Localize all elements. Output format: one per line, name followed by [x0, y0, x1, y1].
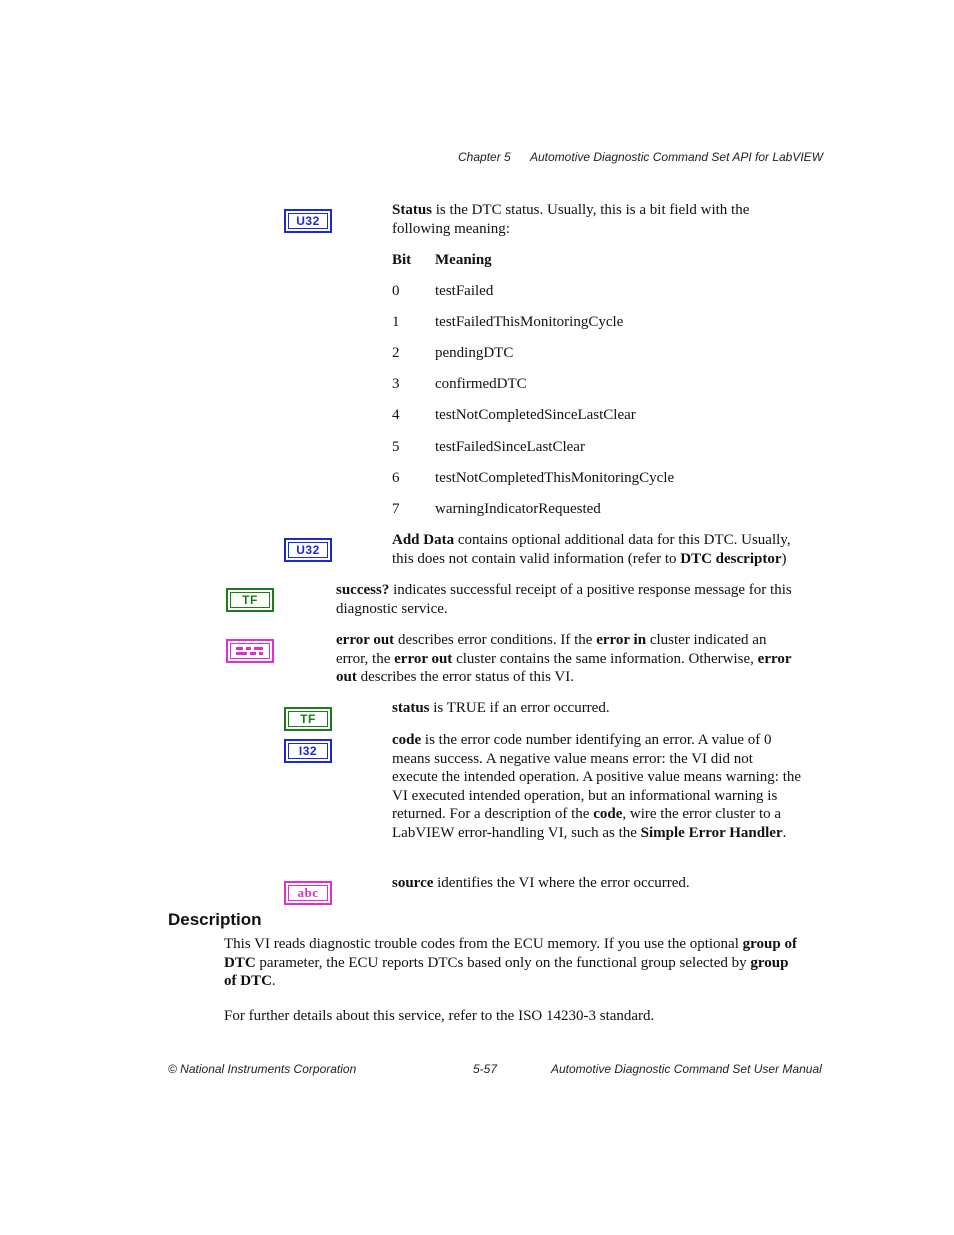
error-out-text: cluster contains the same information. Otherwise, — [452, 650, 758, 667]
add-data-name: Add Data — [392, 532, 455, 548]
error-status-name: status — [392, 700, 430, 716]
bit-number: 5 — [392, 439, 400, 455]
tf-icon-label: TF — [230, 592, 270, 608]
error-out-ref: error out — [336, 650, 792, 686]
error-code-text-end: . — [782, 824, 787, 841]
bit-row — [392, 406, 636, 424]
bit-number: 2 — [392, 345, 400, 361]
add-data-text-end: ) — [781, 550, 787, 567]
u32-icon — [284, 538, 332, 562]
cluster-icon-inner — [230, 643, 270, 659]
bit-number: 1 — [392, 314, 400, 330]
error-source-description — [392, 874, 802, 893]
group-of-dtc-ref: group of DTC — [224, 954, 789, 990]
bit-row — [392, 344, 513, 362]
error-code-name: code — [392, 732, 422, 748]
bit-meaning: testFailedSinceLastClear — [435, 439, 585, 455]
status-param-text: is the DTC status. Usually, this is a bit field with the following meaning: — [392, 202, 750, 237]
error-code-text: is the error code number identifying an error. A value of 0 means success. A negative value means error: the VI did not execute the intended operation. A positive value means warning: the VI executed intended operation, but an informational warning is returned. For a description of the — [392, 732, 802, 823]
boolean-tf-icon — [226, 588, 274, 612]
description-text: This VI reads diagnostic trouble codes from the ECU memory. If you use the optional — [224, 936, 743, 952]
boolean-tf-icon — [284, 707, 332, 731]
u32-icon-label: U32 — [288, 213, 328, 229]
error-status-description — [392, 699, 802, 718]
bit-header: Bit — [392, 252, 412, 268]
bit-number: 7 — [392, 501, 400, 517]
add-data-description — [392, 531, 804, 568]
error-out-text: cluster indicated an error, the — [336, 632, 767, 667]
description-paragraph-2: For further details about this service, refer to the ISO 14230-3 standard. — [224, 1008, 655, 1024]
bit-meaning: pendingDTC — [435, 345, 514, 361]
string-abc-icon — [284, 881, 332, 905]
bit-number: 0 — [392, 283, 400, 299]
success-text: indicates successful receipt of a positive response message for this diagnostic service. — [336, 582, 792, 617]
footer-copyright: © National Instruments Corporation — [168, 1062, 357, 1076]
u32-icon-label: U32 — [288, 542, 328, 558]
error-in-ref: error in — [596, 632, 647, 648]
bit-number: 6 — [392, 470, 400, 486]
abc-icon-label: abc — [288, 885, 328, 901]
meaning-header: Meaning — [435, 252, 492, 268]
error-code-description — [392, 731, 802, 843]
bit-meaning: testNotCompletedSinceLastClear — [435, 407, 636, 423]
error-code-text: , wire the error cluster to a LabVIEW error-handling VI, such as the — [392, 806, 782, 841]
bit-meaning: testFailed — [435, 283, 494, 299]
error-source-text: identifies the VI where the error occurred. — [433, 875, 690, 891]
bit-row — [392, 500, 601, 518]
error-out-description — [336, 631, 796, 687]
header-title: Automotive Diagnostic Command Set API for LabVIEW — [530, 150, 824, 164]
bit-meaning: warningIndicatorRequested — [435, 501, 601, 517]
status-param-name: Status — [392, 202, 433, 218]
bit-row — [392, 313, 623, 331]
i32-icon-label: I32 — [288, 743, 328, 759]
bit-number: 4 — [392, 407, 400, 423]
error-out-text: describes the error status of this VI. — [356, 669, 575, 686]
add-data-text: contains optional additional data for this DTC. Usually, this does not contain valid information (refer to — [392, 532, 791, 567]
bit-row — [392, 375, 527, 393]
error-out-name: error out — [336, 632, 395, 648]
error-cluster-icon — [226, 639, 274, 663]
bit-meaning: testNotCompletedThisMonitoringCycle — [435, 470, 675, 486]
success-name: success? — [336, 582, 390, 598]
header-chapter: Chapter 5 — [458, 150, 511, 164]
group-of-dtc-ref: group of DTC — [224, 936, 797, 971]
dtc-descriptor-ref: DTC descriptor — [680, 550, 782, 567]
tf-icon-label: TF — [288, 711, 328, 727]
bit-meaning: testFailedThisMonitoringCycle — [435, 314, 624, 330]
bit-number: 3 — [392, 376, 400, 392]
u32-icon — [284, 209, 332, 233]
i32-icon — [284, 739, 332, 763]
status-param-description — [392, 201, 802, 238]
cluster-icon-glyph — [235, 646, 265, 656]
description-heading: Description — [168, 910, 262, 929]
simple-error-handler-ref: Simple Error Handler — [640, 824, 783, 841]
bit-meaning: confirmedDTC — [435, 376, 527, 392]
error-status-text: is TRUE if an error occurred. — [429, 700, 610, 716]
footer-page-number: 5-57 — [473, 1062, 498, 1076]
code-ref: code — [593, 806, 623, 823]
error-out-text: describes error conditions. If the — [394, 632, 597, 648]
description-text-end: . — [271, 973, 276, 990]
description-paragraph — [224, 935, 802, 991]
bit-row — [392, 438, 585, 456]
error-source-name: source — [392, 875, 434, 891]
bit-row — [392, 469, 674, 487]
footer-manual-title: Automotive Diagnostic Command Set User Manual — [551, 1062, 822, 1076]
error-out-ref: error out — [394, 650, 453, 667]
bit-row — [392, 282, 493, 300]
description-text: parameter, the ECU reports DTCs based only on the functional group selected by — [255, 954, 751, 971]
success-description — [336, 581, 796, 618]
bit-table-header — [392, 251, 492, 269]
